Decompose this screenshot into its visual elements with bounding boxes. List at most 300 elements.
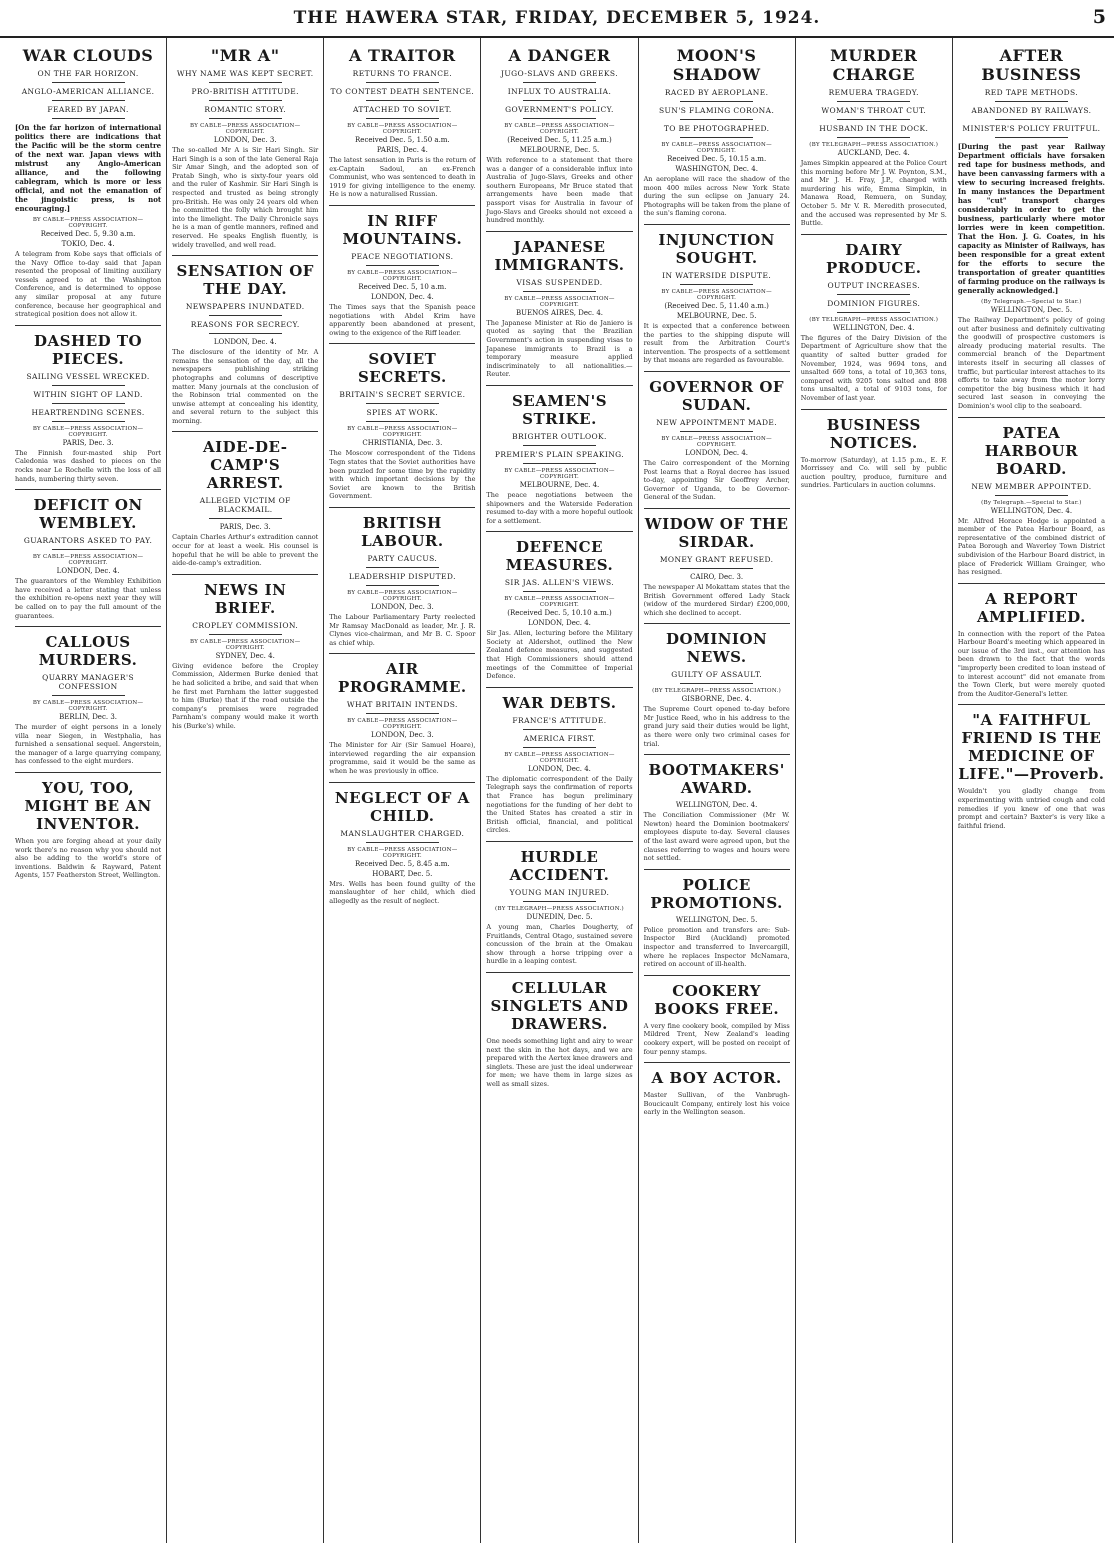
subhead-rule bbox=[52, 82, 125, 83]
subhead-rule bbox=[837, 137, 910, 138]
article-body: The peace negotiations between the shipowners and the Waterside Federation resumed to-day with a more hopeful outlook for a settlement. bbox=[486, 490, 633, 525]
subhead-rule bbox=[523, 729, 596, 730]
article bbox=[15, 489, 161, 620]
article-received: Received Dec. 5, 9.30 a.m. bbox=[40, 230, 136, 238]
article bbox=[486, 841, 632, 966]
subhead-rule bbox=[209, 118, 282, 119]
newspaper-columns bbox=[10, 38, 1110, 1543]
article-headline: "A FAITHFUL FRIEND IS THE MEDICINE OF LIFE."—Proverb. bbox=[958, 711, 1105, 784]
article-headline: SENSATION OF THE DAY. bbox=[176, 262, 314, 299]
article-received: Received Dec. 5, 10 a.m. bbox=[358, 282, 447, 291]
article-headline: DOMINION NEWS. bbox=[666, 630, 768, 667]
article-dateline: BY CABLE—PRESS ASSOCIATION—COPYRIGHT. bbox=[347, 589, 458, 602]
article-subheading: REASONS FOR SECRECY. bbox=[190, 320, 300, 330]
subhead-rule bbox=[523, 291, 596, 292]
article bbox=[644, 371, 790, 502]
article-body: The Japanese Minister at Rio de Janiero is quoted as saying that the Brazilian Government's action in suspending visas to Japanese immigrants to Brazil is a temporary measure applied indiscriminately to all nationalities.—Reuter. bbox=[486, 318, 633, 379]
article-headline: YOU, TOO, MIGHT BE AN INVENTOR. bbox=[24, 779, 152, 834]
subhead-rule bbox=[366, 842, 439, 843]
article-subheading: BRIGHTER OUTLOOK. bbox=[512, 431, 607, 441]
article-dateline: BY CABLE—PRESS ASSOCIATION—COPYRIGHT. bbox=[347, 123, 458, 135]
article-subheading: SPIES AT WORK. bbox=[366, 408, 439, 418]
article-subheading: ON THE FAR HORIZON. bbox=[37, 69, 139, 78]
article bbox=[958, 417, 1105, 577]
article-subheading: LEADERSHIP DISPUTED. bbox=[348, 571, 456, 581]
article-subheading: IN WATERSIDE DISPUTE. bbox=[662, 270, 772, 280]
subhead-rule bbox=[523, 747, 596, 748]
article-body: Mrs. Wells has been found guilty of the manslaughter of her child, which died allegedly as the result of neglect. bbox=[329, 879, 476, 905]
article-place: GISBORNE, Dec. 4. bbox=[681, 695, 752, 704]
article-dateline: (By Telegraph.—Special to Star.) bbox=[981, 299, 1082, 305]
article-place: LONDON, Dec. 4. bbox=[56, 567, 120, 576]
article-body: The guarantors of the Wembley Exhibition have received a letter stating that unless the exhibition re-opens next year they will be called on to pay the full amount of the guarantees. bbox=[15, 577, 162, 620]
subhead-rule bbox=[995, 137, 1069, 138]
subhead-rule bbox=[52, 403, 125, 404]
article-subheading: ANGLO-AMERICAN ALLIANCE. bbox=[21, 87, 155, 96]
article-subheading: RETURNS TO FRANCE. bbox=[352, 69, 453, 78]
column-rule bbox=[486, 231, 632, 232]
article-subheading: SAILING VESSEL WRECKED. bbox=[26, 371, 150, 381]
article-body: The Supreme Court opened to-day before Mr Justice Reed, who in his address to the grand jury said their duties would be light, as there were only two criminal cases for trial. bbox=[643, 705, 790, 748]
article-received: (Received Dec. 5, 11.25 a.m.) bbox=[507, 136, 612, 144]
article bbox=[329, 782, 475, 906]
subhead-rule bbox=[209, 100, 282, 101]
article-body: Wouldn't you gladly change from experimenting with untried cough and cold remedies if you knew of one that was prompt and certain? Baxter's is very like a faithful friend. bbox=[957, 787, 1105, 830]
article-dateline: BY CABLE—PRESS ASSOCIATION—COPYRIGHT. bbox=[661, 288, 772, 301]
subhead-rule bbox=[523, 901, 596, 902]
article-headline: SOVIET SECRETS. bbox=[357, 350, 447, 387]
subhead-rule bbox=[523, 82, 596, 83]
column-rule bbox=[15, 626, 161, 627]
subhead-rule bbox=[995, 101, 1069, 102]
subhead-rule bbox=[52, 695, 125, 696]
column-rule bbox=[958, 583, 1105, 584]
article-body: The disclosure of the identity of Mr. A remains the sensation of the day, all the newspapers publishing striking photographs and columns of descriptive matter. Many journals at the conclusion of the Robinson trial commented on the unwise attempt at concealing his identity, and several return to the subject this morning. bbox=[172, 348, 319, 425]
article-headline: AFTER BUSINESS bbox=[981, 46, 1082, 84]
article bbox=[486, 46, 632, 225]
subhead-rule bbox=[995, 119, 1069, 120]
article-subheading: BRITAIN'S SECRET SERVICE. bbox=[339, 390, 466, 400]
column-rule bbox=[486, 972, 632, 973]
article-subheading: MANSLAUGHTER CHARGED. bbox=[340, 828, 465, 838]
article bbox=[486, 385, 632, 525]
article-subheading: HUSBAND IN THE DOCK. bbox=[819, 124, 929, 133]
subhead-rule bbox=[52, 100, 125, 101]
article-place: LONDON, Dec. 3. bbox=[370, 731, 434, 740]
article-subheading: REMUERA TRAGEDY. bbox=[828, 88, 919, 97]
column-rule bbox=[644, 371, 790, 372]
article-lede: [During the past year Railway Department officials have forsaken red tape for business methods, and have been canvassing farmers with a view to securing increased freights. In many instances the Department has "cut" transport charges considerably in order to get the business, particularly where motor lorries were in keen competition. That the Hon. J. G. Coates, in his capacity as Minister of Railways, has been responsible for a great extent for the efforts to secure the transportation of greater quantities of farming produce on the railways is generally acknowledged.] bbox=[957, 142, 1105, 295]
article bbox=[801, 234, 947, 403]
article-subheading: WOMAN'S THROAT CUT. bbox=[821, 106, 927, 115]
subhead-rule bbox=[523, 118, 596, 119]
news-column-7 bbox=[953, 38, 1110, 1543]
article bbox=[329, 343, 475, 501]
column-rule bbox=[958, 704, 1105, 705]
article-headline: WAR CLOUDS bbox=[22, 46, 154, 65]
article-body: Giving evidence before the Cropley Commission, Aldermen Burke denied that he had solicited a bribe, and said that when he first met Parnham the latter suggested to him (Burke) that if the road outside the company's premises were regraded Parnham's company would make it worth his (Burke's) while. bbox=[172, 661, 319, 730]
article-subheading: FRANCE'S ATTITUDE. bbox=[512, 715, 607, 725]
article-subheading: ROMANTIC STORY. bbox=[204, 105, 287, 114]
article-body: Police promotion and transfers are: Sub-Inspector Bird (Auckland) promoted inspector and transferred to Invercargill, where he replaces Inspector McNamara, retired on account of ill-health. bbox=[643, 925, 790, 969]
article-subheading: MONEY GRANT REFUSED. bbox=[659, 554, 774, 564]
article-body: The Labour Parliamentary Party reelected Mr Ramsay MacDonald as leader, Mr. J. R. Clynes vice-chairman, and Mr B. C. Spoor as chief whip. bbox=[329, 612, 476, 647]
article-headline: A DANGER bbox=[508, 46, 611, 65]
article-dateline: BY CABLE—PRESS ASSOCIATION—COPYRIGHT. bbox=[32, 700, 144, 713]
subhead-rule bbox=[52, 385, 125, 386]
article-subheading: QUARRY MANAGER'S CONFESSION bbox=[42, 673, 134, 692]
article-dateline: BY CABLE—PRESS ASSOCIATION—COPYRIGHT. bbox=[504, 596, 615, 609]
article bbox=[486, 231, 632, 379]
article-dateline: BY CABLE—PRESS ASSOCIATION—COPYRIGHT. bbox=[347, 846, 458, 859]
column-rule bbox=[172, 431, 318, 432]
article-place: WELLINGTON, Dec. 4. bbox=[990, 506, 1073, 515]
article-place: WELLINGTON, Dec. 4. bbox=[675, 801, 758, 810]
article-dateline: BY CABLE—PRESS ASSOCIATION—COPYRIGHT. bbox=[347, 269, 458, 282]
page-number: 5 bbox=[1092, 6, 1106, 28]
subhead-rule bbox=[366, 567, 439, 568]
subhead-rule bbox=[366, 100, 439, 101]
subhead-rule bbox=[366, 585, 439, 586]
article-subheading: INFLUX TO AUSTRALIA. bbox=[507, 87, 612, 96]
article bbox=[329, 46, 475, 199]
article bbox=[801, 46, 947, 228]
article-body: A very fine cookery book, compiled by Miss Mildred Trent, New Zealand's leading cookery expert, will be posted on receipt of four penny stamps. bbox=[643, 1021, 790, 1056]
column-rule bbox=[329, 507, 475, 508]
article-received: (Received Dec. 5, 10.10 a.m.) bbox=[507, 609, 612, 618]
article-body: An aeroplane will race the shadow of the moon 400 miles across New York State during the sun eclipse on January 24. Photographs will be taken from the plane of the sun's flaming corona. bbox=[643, 175, 790, 218]
subhead-rule bbox=[680, 101, 753, 102]
column-rule bbox=[801, 234, 947, 235]
article-place: CHRISTIANIA, Dec. 3. bbox=[362, 439, 443, 448]
article-headline: GOVERNOR OF SUDAN. bbox=[649, 377, 785, 414]
article-body: The newspaper Al Mokattam states that the British Government offered Lady Stack (widow of the murdered Sirdar) £200,000, which she declined to accept. bbox=[643, 582, 790, 617]
article-body: James Simpkin appeared at the Police Court this morning before Mr J. W. Poynton, S.M., and Mr J. H. Fray, J.P., charged with murdering his wife, Emma Simpkin, in Manawa Road, Remuera, on Sunday, October 5. Mr V. R. Meredith prosecuted, and the accused was represented by Mr S. Buttle. bbox=[800, 159, 947, 228]
article-headline: COOKERY BOOKS FREE. bbox=[654, 981, 780, 1018]
article-headline: NEWS IN BRIEF. bbox=[204, 580, 287, 617]
article-subheading: RACED BY AEROPLANE. bbox=[664, 88, 769, 97]
subhead-rule bbox=[209, 82, 282, 83]
column-rule bbox=[644, 1062, 790, 1063]
article-headline: BOOTMAKERS' AWARD. bbox=[648, 761, 785, 798]
article-subheading: PRO-BRITISH ATTITUDE. bbox=[191, 87, 299, 96]
article bbox=[644, 1062, 790, 1117]
column-rule bbox=[329, 343, 475, 344]
column-rule bbox=[644, 508, 790, 509]
subhead-rule bbox=[366, 403, 439, 404]
article-headline: DEFICIT ON WEMBLEY. bbox=[33, 496, 143, 533]
article bbox=[329, 205, 475, 337]
article-subheading: CROPLEY COMMISSION. bbox=[192, 620, 299, 630]
article-headline: POLICE PROMOTIONS. bbox=[650, 875, 783, 912]
article-subheading: ATTACHED TO SOVIET. bbox=[352, 105, 452, 114]
article bbox=[644, 975, 790, 1056]
article-subheading: NEW APPOINTMENT MADE. bbox=[656, 417, 778, 427]
article-dateline: BY CABLE—PRESS ASSOCIATION—COPYRIGHT. bbox=[189, 638, 301, 651]
article-subheading: TO BE PHOTOGRAPHED. bbox=[663, 124, 770, 133]
article-dateline: BY CABLE—PRESS ASSOCIATION—COPYRIGHT. bbox=[504, 751, 615, 764]
article-headline: AIR PROGRAMME. bbox=[338, 660, 467, 697]
article-subheading: DOMINION FIGURES. bbox=[827, 298, 921, 308]
news-column-4 bbox=[481, 38, 638, 1543]
article-dateline: (BY TELEGRAPH—PRESS ASSOCIATION.) bbox=[809, 316, 939, 323]
subhead-rule bbox=[52, 549, 125, 550]
article-dateline: (BY TELEGRAPH—PRESS ASSOCIATION.) bbox=[652, 688, 782, 695]
article-place: LONDON, Dec. 3. bbox=[370, 602, 434, 611]
column-rule bbox=[172, 574, 318, 575]
subhead-rule bbox=[680, 137, 753, 138]
article-place: WASHINGTON, Dec. 4. bbox=[675, 165, 758, 173]
article-dateline: BY CABLE—PRESS ASSOCIATION—COPYRIGHT. bbox=[32, 425, 144, 438]
article bbox=[644, 46, 790, 218]
news-column-1 bbox=[10, 38, 167, 1543]
article-dateline: BY CABLE—PRESS ASSOCIATION—COPYRIGHT. bbox=[661, 142, 772, 154]
article-body: The Minister for Air (Sir Samuel Hoare), interviewed regarding the air expansion programme, said it would be the same as when he was previously in office. bbox=[329, 741, 476, 776]
subhead-rule bbox=[837, 294, 910, 295]
article-place: WELLINGTON, Dec. 5. bbox=[675, 915, 758, 924]
article-place: LONDON, Dec. 4. bbox=[685, 448, 749, 457]
article-body: One needs something light and airy to wear next the skin in the hot days, and we are prepared with the Aertex knee drawers and singlets. These are just the ideal underwear for men; we have them in large sizes as well as small sizes. bbox=[486, 1036, 633, 1088]
article-place: BUENOS AIRES, Dec. 4. bbox=[515, 308, 604, 317]
article bbox=[172, 255, 318, 425]
article-body: The Conciliation Commissioner (Mr W. Newton) heard the Dominion bootmakers' employees dispute to-day. Several clauses of the last award were agreed upon, but the clauses referring to wages and hours were not settled. bbox=[643, 811, 790, 863]
subhead-rule bbox=[523, 100, 596, 101]
article-body: When you are forging ahead at your daily work there's no reason why you should not also be adding to the world's store of inventions. Baldwin & Rayward, Patent Agents, 157 Featherston Street, Wellington. bbox=[15, 837, 162, 880]
subhead-rule bbox=[837, 101, 910, 102]
article-body: The Railway Department's policy of going out after business and definitely cultivating the goodwill of prospective customers is already producing material results. The commercial branch of the Department interests itself in securing all classes of traffic, but particular interest attaches to its efforts to take away from the motor lorry competitor the big business which it had secured last season in conveying the Dominion's wool clip to the seaboard. bbox=[957, 316, 1105, 410]
article-dateline: BY CABLE—PRESS ASSOCIATION—COPYRIGHT. bbox=[504, 295, 615, 308]
article-dateline: (BY TELEGRAPH—PRESS ASSOCIATION.) bbox=[495, 906, 624, 912]
article-place: PARIS, Dec. 4. bbox=[376, 146, 428, 154]
article-headline: INJUNCTION SOUGHT. bbox=[658, 230, 775, 267]
masthead-title: THE HAWERA STAR, FRIDAY, DECEMBER 5, 1924. bbox=[293, 8, 821, 28]
article-subheading: PEACE NEGOTIATIONS. bbox=[351, 251, 454, 261]
article-body: With reference to a statement that there was a danger of a considerable influx into Australia of Jugo-Slavs, Greeks and other southern Europeans, Mr Bruce stated that arrangements have been made that passport visas for Australia in favour of Jugo-Slavs and Greeks should not exceed a hundred monthly. bbox=[486, 156, 633, 225]
article bbox=[958, 46, 1105, 411]
column-rule bbox=[486, 385, 632, 386]
article-headline: MOON'S SHADOW bbox=[672, 46, 761, 84]
article-headline: DAIRY PRODUCE. bbox=[826, 240, 922, 277]
subhead-rule bbox=[209, 518, 282, 519]
article-dateline: (By Telegraph.—Special to Star.) bbox=[981, 499, 1082, 506]
article-place: LONDON, Dec. 3. bbox=[213, 136, 277, 144]
article bbox=[172, 574, 318, 731]
article-body: Mr. Alfred Horace Hodge is appointed a member of the Patea Harbour Board, as representative of the combined district of Patea Borough and Waverley Town District subdivision of the Harbour Board district, in place of Frederick William Grainger, who has resigned. bbox=[957, 516, 1105, 577]
article-headline: A BOY ACTOR. bbox=[651, 1069, 782, 1088]
article bbox=[172, 46, 318, 249]
news-column-5 bbox=[639, 38, 796, 1543]
article-subheading: FEARED BY JAPAN. bbox=[47, 105, 129, 114]
article-headline: "MR A" bbox=[210, 46, 280, 65]
column-rule bbox=[644, 623, 790, 624]
article-place: MELBOURNE, Dec. 4. bbox=[519, 480, 600, 489]
article-lede: [On the far horizon of international politics there are indications that the Pacific will be the storm centre of the next war. Japan views with mistrust any Anglo-American alliance, and the following cablegram, which is more or less official, and not the emanation of the jingoistic press, is not encouraging.] bbox=[15, 123, 162, 213]
article bbox=[644, 869, 790, 969]
article-subheading: SUN'S FLAMING CORONA. bbox=[659, 106, 775, 115]
column-rule bbox=[15, 489, 161, 490]
subhead-rule bbox=[366, 82, 439, 83]
article-place: PARIS, Dec. 3. bbox=[62, 438, 114, 447]
article bbox=[486, 972, 632, 1089]
subhead-rule bbox=[52, 421, 125, 422]
article-subheading: GOVERNMENT'S POLICY. bbox=[505, 105, 614, 114]
column-rule bbox=[329, 653, 475, 654]
article-subheading: WHAT BRITAIN INTENDS. bbox=[346, 700, 458, 710]
column-rule bbox=[486, 841, 632, 842]
column-rule bbox=[644, 869, 790, 870]
article-subheading: OUTPUT INCREASES. bbox=[827, 280, 921, 290]
article-received: (Received Dec. 5, 11.40 a.m.) bbox=[664, 301, 769, 310]
article-headline: HURDLE ACCIDENT. bbox=[509, 848, 610, 884]
article-headline: CELLULAR SINGLETS AND DRAWERS. bbox=[490, 978, 629, 1033]
article-body: It is expected that a conference between the parties to the shipping dispute will result from the Arbitration Court's intervention. The prospects of a settlement by that means are regarded as favourable. bbox=[643, 321, 790, 365]
article-place: DUNEDIN, Dec. 5. bbox=[526, 913, 593, 921]
article-subheading: NEW MEMBER APPOINTED. bbox=[971, 481, 1092, 491]
article-headline: PATEA HARBOUR BOARD. bbox=[984, 423, 1079, 478]
column-rule bbox=[15, 325, 161, 326]
article-place: WELLINGTON, Dec. 5. bbox=[990, 306, 1073, 314]
article-body: The Times says that the Spanish peace negotiations with Abdel Krim have apparently been abandoned at present, owing to the exigence of the Riff leader. bbox=[329, 302, 476, 337]
article-body: Master Sullivan, of the Vanbrugh-Boucicault Company, entirely lost his voice early in the Wellington season. bbox=[643, 1091, 790, 1117]
article bbox=[644, 508, 790, 617]
article bbox=[329, 507, 475, 647]
article-headline: A TRAITOR bbox=[348, 46, 456, 65]
article-headline: BRITISH LABOUR. bbox=[361, 513, 444, 550]
column-rule bbox=[801, 409, 947, 410]
news-column-6 bbox=[796, 38, 953, 1543]
article-place: LONDON, Dec. 4. bbox=[370, 292, 434, 301]
column-rule bbox=[644, 754, 790, 755]
news-column-3 bbox=[324, 38, 481, 1543]
article-place: CAIRO, Dec. 3. bbox=[690, 572, 744, 581]
article-headline: SEAMEN'S STRIKE. bbox=[511, 391, 608, 428]
article-body: The figures of the Dairy Division of the Department of Agriculture show that the quantity of salted butter graded for November, 1924, was 9694 tons, and unsalted 669 tons, a total of 10,363 tons, compared with 9205 tons salted and 898 tons unsalted, a total of 9103 tons, for November of last year. bbox=[800, 333, 947, 402]
column-rule bbox=[486, 531, 632, 532]
article-subheading: YOUNG MAN INJURED. bbox=[509, 888, 610, 897]
article bbox=[486, 687, 632, 835]
article-body: Sir Jas. Allen, lecturing before the Military Society at Aldershot, outlined the New Zealand defence measures, and suggested that High Commissioners should attend meetings of the Committee of Imperial Defence. bbox=[486, 629, 633, 681]
column-rule bbox=[644, 975, 790, 976]
article-headline: NEGLECT OF A CHILD. bbox=[334, 788, 470, 825]
article-dateline: (BY TELEGRAPH—PRESS ASSOCIATION.) bbox=[809, 142, 939, 148]
article-headline: WAR DEBTS. bbox=[502, 693, 617, 712]
article-place: LONDON, Dec. 4. bbox=[213, 338, 277, 347]
subhead-rule bbox=[523, 591, 596, 592]
subhead-rule bbox=[366, 713, 439, 714]
article-body: The Moscow correspondent of the Tidens Tegn states that the Soviet authorities have been puzzled for some time by the rapidity with which important decisions by the Soviet are known to the British Government. bbox=[329, 449, 476, 501]
article-subheading: VISAS SUSPENDED. bbox=[516, 277, 603, 287]
article-dateline: BY CABLE—PRESS ASSOCIATION—COPYRIGHT. bbox=[661, 435, 772, 448]
subhead-rule bbox=[366, 118, 439, 119]
article-subheading: WHY NAME WAS KEPT SECRET. bbox=[176, 69, 314, 78]
article-body: The Finnish four-masted ship Port Caledonia was dashed to pieces on the rocks near Le Rochelle with the loss of all hands, numbering thirty seven. bbox=[15, 448, 162, 483]
article-subheading: GUILTY OF ASSAULT. bbox=[671, 670, 763, 680]
subhead-rule bbox=[209, 333, 282, 334]
subhead-rule bbox=[209, 634, 282, 635]
column-rule bbox=[486, 687, 632, 688]
article-subheading: ALLEGED VICTIM OF BLACKMAIL. bbox=[199, 496, 291, 515]
subhead-rule bbox=[523, 445, 596, 446]
subhead-rule bbox=[680, 284, 753, 285]
article-headline: A REPORT AMPLIFIED. bbox=[976, 589, 1086, 626]
article bbox=[15, 772, 161, 880]
article-dateline: BY CABLE—PRESS ASSOCIATION—COPYRIGHT. bbox=[347, 426, 458, 439]
article-place: BERLIN, Dec. 3. bbox=[59, 713, 117, 722]
subhead-rule bbox=[680, 568, 753, 569]
article-body: In connection with the report of the Patea Harbour Board's meeting which appeared in our issue of the 3rd inst., our attention has been drawn to the fact that the words "improperly been credited to loan instead of to interest account" did not emanate from the Town Clerk, but were merely quoted from the Auditor-General's letter. bbox=[957, 629, 1105, 698]
news-column-2 bbox=[167, 38, 324, 1543]
subhead-rule bbox=[209, 315, 282, 316]
article-body: The murder of eight persons in a lonely villa near Siegen, in Westphalia, has furnished a sensational sequel. Angerstein, the manager of a large quarrying company, has confessed to the eight murders. bbox=[15, 723, 162, 766]
article-body: A young man, Charles Dougherty, of Fruitlands, Central Otago, sustained severe concussion of the brain at the Omakau show through a horse tripping over a hurdle in a leaping contest. bbox=[486, 923, 633, 966]
article-dateline: BY CABLE—PRESS ASSOCIATION—COPYRIGHT. bbox=[347, 718, 458, 731]
article-place: WELLINGTON, Dec. 4. bbox=[833, 323, 915, 332]
article-place: SYDNEY, Dec. 4. bbox=[215, 651, 275, 660]
article bbox=[644, 623, 790, 748]
article bbox=[958, 583, 1105, 699]
column-rule bbox=[15, 772, 161, 773]
article-body: To-morrow (Saturday), at 1.15 p.m., E. F. Morrissey and Co. will sell by public auction poultry, produce, furniture and sundries. Particulars in auction columns. bbox=[800, 455, 947, 490]
article bbox=[801, 409, 947, 490]
masthead bbox=[0, 0, 1114, 38]
subhead-rule bbox=[680, 683, 753, 684]
article-body: The so-called Mr A is Sir Hari Singh. Sir Hari Singh is a son of the late General Raja Sir Amar Singh, and the adopted son of Pratab Singh, who is sixty-four years old and the ruler of Kashmir. Sir Hari Singh is respected and trusted as being strongly pro-British. He was only 24 years old when he committed the folly which brought him into the limelight. The Daily Chronicle says he is a man of gentle manners, refined and reserved. He speaks English fluently, is widely travelled, and well read. bbox=[172, 146, 319, 249]
article-subheading: ABANDONED BY RAILWAYS. bbox=[971, 106, 1092, 115]
article bbox=[644, 224, 790, 365]
subhead-rule bbox=[837, 312, 910, 313]
subhead-rule bbox=[52, 118, 125, 119]
article bbox=[644, 754, 790, 863]
article-subheading: JUGO-SLAVS AND GREEKS. bbox=[500, 69, 618, 78]
column-rule bbox=[644, 224, 790, 225]
article-subheading: RED TAPE METHODS. bbox=[984, 88, 1079, 97]
article-received: Received Dec. 5, 1.50 a.m. bbox=[355, 136, 450, 144]
article-dateline: BY CABLE—PRESS ASSOCIATION—COPYRIGHT. bbox=[504, 467, 615, 480]
article-place: AUCKLAND, Dec. 4. bbox=[837, 149, 910, 157]
article-place: PARIS, Dec. 3. bbox=[219, 523, 271, 532]
article-body: The Cairo correspondent of the Morning Post learns that a Royal decree has issued to-day, appointing Sir Geoffrey Archer, Governor of Uganda, to be Governor-General of the Sudan. bbox=[643, 458, 790, 502]
article-subheading: PREMIER'S PLAIN SPEAKING. bbox=[494, 449, 625, 459]
article-dateline: BY CABLE—PRESS ASSOCIATION—COPYRIGHT. bbox=[189, 123, 301, 135]
column-rule bbox=[172, 255, 318, 256]
article-place: MELBOURNE, Dec. 5. bbox=[676, 311, 757, 320]
subhead-rule bbox=[366, 421, 439, 422]
article-subheading: WITHIN SIGHT OF LAND. bbox=[33, 389, 143, 399]
article bbox=[172, 431, 318, 567]
column-rule bbox=[958, 417, 1105, 418]
article-headline: BUSINESS NOTICES. bbox=[826, 415, 921, 452]
article-body: The diplomatic correspondent of the Daily Telegraph says the confirmation of reports that France has begun preliminary negotiations for the funding of her debt to the United States has created a stir in British official, financial, and political circles. bbox=[486, 774, 633, 835]
article-subheading: MINISTER'S POLICY FRUITFUL. bbox=[962, 124, 1101, 133]
subhead-rule bbox=[523, 463, 596, 464]
article-headline: CALLOUS MURDERS. bbox=[38, 633, 138, 670]
article-headline: WIDOW OF THE SIRDAR. bbox=[644, 514, 789, 551]
article-subheading: SIR JAS. ALLEN'S VIEWS. bbox=[504, 578, 615, 588]
article-headline: MURDER CHARGE bbox=[830, 46, 918, 84]
article-received: Received Dec. 5, 10.15 a.m. bbox=[667, 155, 767, 163]
article bbox=[329, 653, 475, 775]
article-headline: AIDE-DE-CAMP'S ARREST. bbox=[202, 438, 288, 493]
article-place: LONDON, Dec. 4. bbox=[528, 619, 591, 628]
article-place: TOKIO, Dec. 4. bbox=[61, 240, 115, 248]
subhead-rule bbox=[995, 495, 1069, 496]
subhead-rule bbox=[680, 119, 753, 120]
article-subheading: TO CONTEST DEATH SENTENCE. bbox=[330, 87, 475, 96]
article-body: Captain Charles Arthur's extradition cannot occur for at least a week. His counsel is hopeful that he will be able to prevent the aide-de-camp's extradition. bbox=[172, 533, 319, 568]
article-place: LONDON, Dec. 4. bbox=[528, 764, 591, 773]
article-dateline: BY CABLE—PRESS ASSOCIATION—COPYRIGHT. bbox=[32, 217, 144, 229]
article-subheading: AMERICA FIRST. bbox=[523, 733, 596, 743]
